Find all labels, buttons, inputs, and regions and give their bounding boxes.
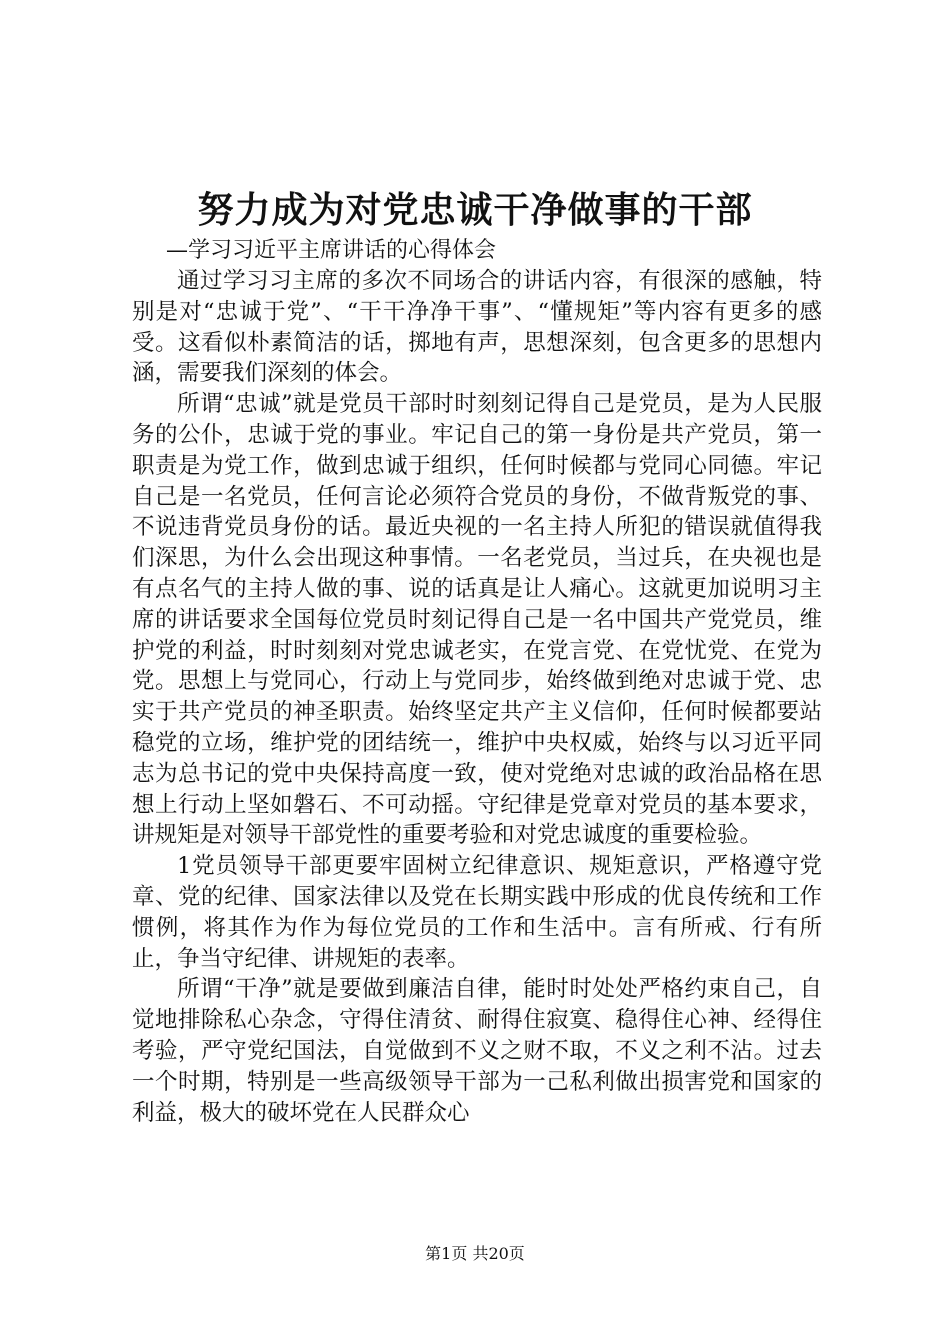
document-body (132, 266, 822, 1128)
document-title: 努力成为对党忠诚干净做事的干部 (197, 189, 753, 231)
paragraph: 所谓“忠诚”就是党员干部时时刻刻记得自己是党员，是为人民服务的公仆，忠诚于党的事业。牢记自己的第一身份是共产党员，第一职责是为党工作，做到忠诚于组织，任何时候都与党同心同德。牢记自己是一名党员，任何言论必须符合党员的身份，不做背叛党的事、不说违背党员身份的话。最近央视的一名主持人所犯的错误就值得我们深思，为什么会出现这种事情。一名老党员，当过兵，在央视也是有点名气的主持人做的事、说的话真是让人痛心。这就更加说明习主席的讲话要求全国每位党员时刻记得自己是一名中国共产党党员，维护党的利益，时时刻刻对党忠诚老实，在党言党、在党忧党、在党为党。思想上与党同心，行动上与党同步，始终做到绝对忠诚于党、忠实于共产党员的神圣职责。始终坚定共产主义信仰，任何时候都要站稳党的立场，维护党的团结统一，维护中央权威，始终与以习近平同志为总书记的党中央保持高度一致，使对党绝对忠诚的政治品格在思想上行动上坚如磐石、不可动摇。守纪律是党章对党员的基本要求，讲规矩是对领导干部党性的重要考验和对党忠诚度的重要检验。 (132, 391, 822, 849)
document-subtitle: —学习习近平主席讲话的心得体会 (166, 238, 497, 263)
page-footer: 第1页 共20页 (425, 1244, 525, 1263)
paragraph: 所谓“干净”就是要做到廉洁自律，能时时处处严格约束自己，自觉地排除私心杂念，守得住清贫、耐得住寂寞、稳得住心神、经得住考验，严守党纪国法，自觉做到不义之财不取，不义之利不沾。过去一个时期，特别是一些高级领导干部为一己私利做出损害党和国家的利益，极大的破坏党在人民群众心 (132, 976, 822, 1126)
paragraph: 1党员领导干部更要牢固树立纪律意识、规矩意识，严格遵守党章、党的纪律、国家法律以及党在长期实践中形成的优良传统和工作惯例，将其作为作为每位党员的工作和生活中。言有所戒、行有所止，争当守纪律、讲规矩的表率。 (132, 853, 822, 972)
paragraph: 通过学习习主席的多次不同场合的讲话内容，有很深的感触，特别是对“忠诚于党”、“干干净净干事”、“懂规矩”等内容有更多的感受。这看似朴素简洁的话，掷地有声，思想深刻，包含更多的思想内涵，需要我们深刻的体会。 (132, 268, 822, 387)
